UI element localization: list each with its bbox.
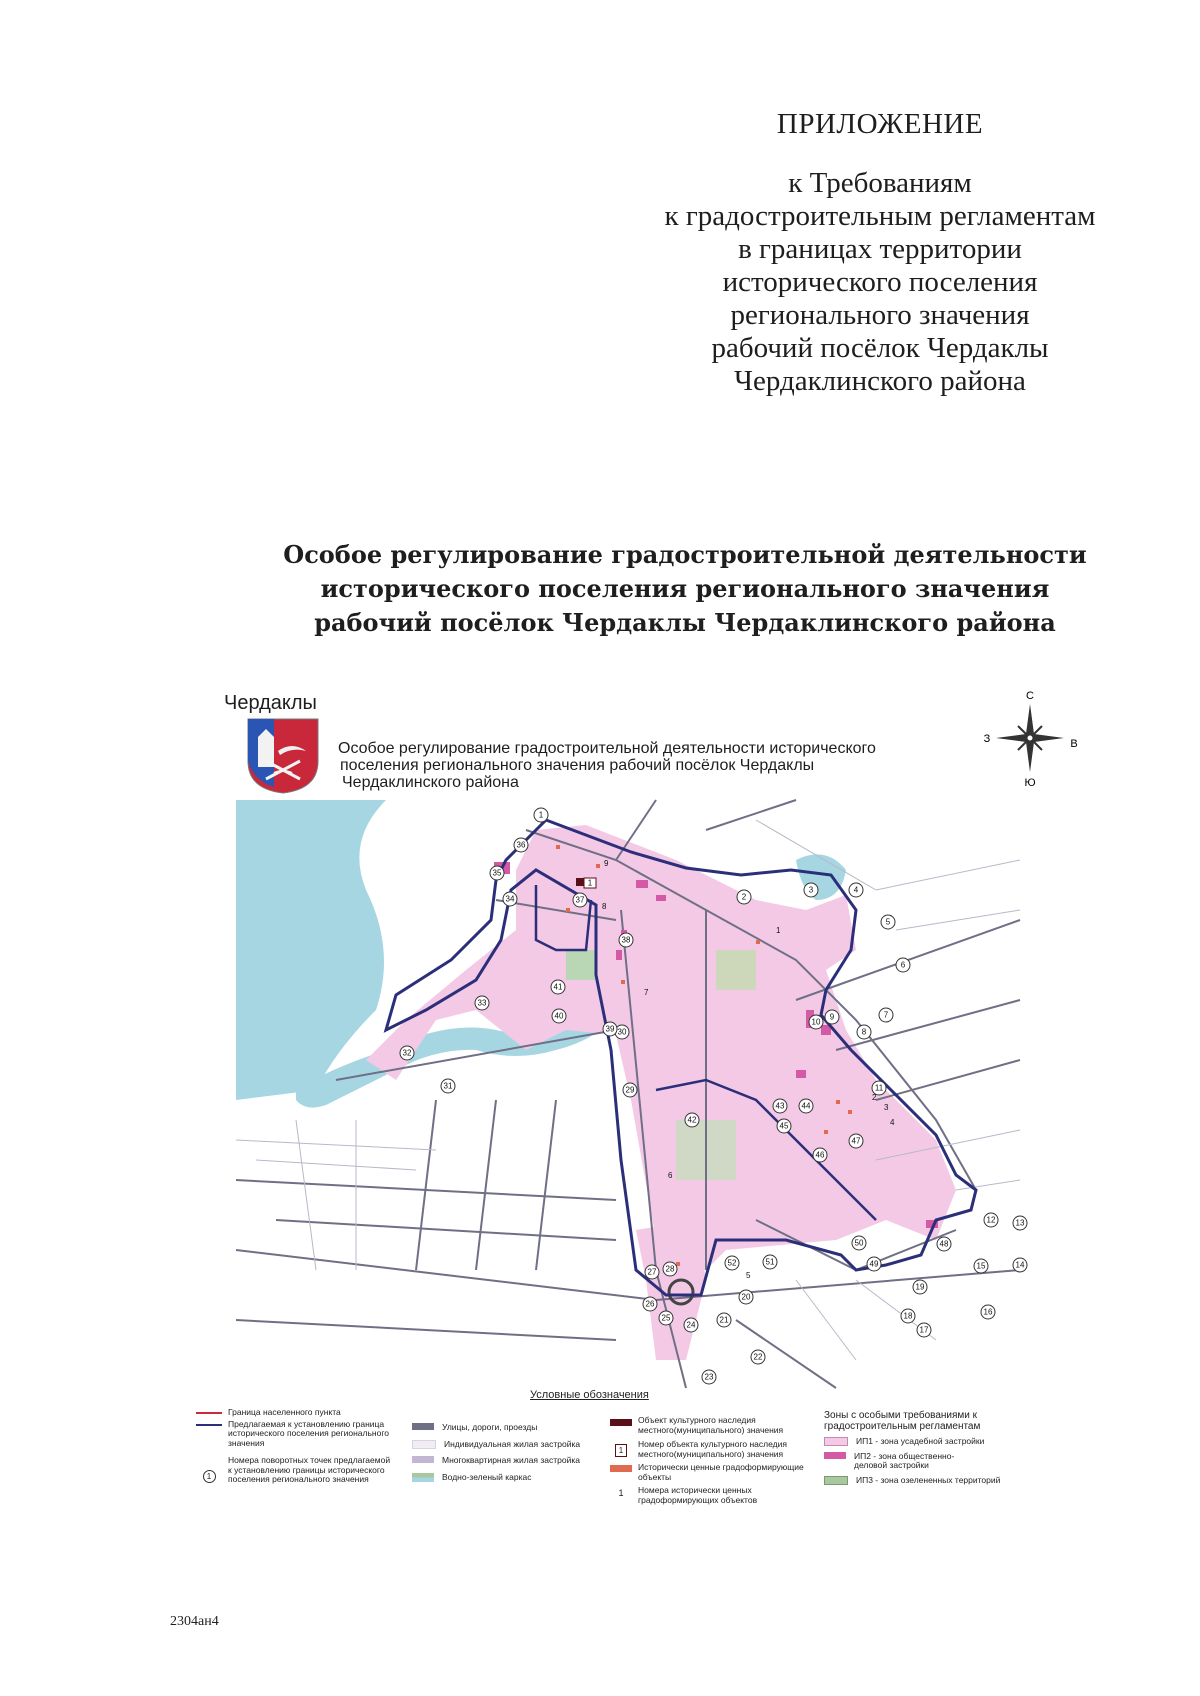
ip2-block bbox=[656, 895, 666, 901]
document-title-line: исторического поселения регионального значения bbox=[320, 574, 1050, 603]
map-subtitle-line: Чердаклинского района bbox=[342, 774, 519, 791]
map-subtitle-line: Особое регулирование градостроительной деятельности исторического bbox=[338, 740, 876, 757]
red-line-swatch bbox=[196, 1412, 222, 1414]
boundary-point-number: 42 bbox=[687, 1115, 697, 1125]
appendix-line: рабочий посёлок Чердаклы bbox=[711, 332, 1049, 364]
compass-rose-icon bbox=[975, 690, 1085, 790]
heritage-object-marker bbox=[576, 878, 584, 886]
legend-item bbox=[610, 1440, 810, 1459]
legend-item bbox=[196, 1456, 396, 1485]
boundary-point-number: 50 bbox=[854, 1238, 864, 1248]
ip2-block bbox=[616, 950, 622, 960]
boundary-point-number: 18 bbox=[903, 1311, 913, 1321]
legend-item bbox=[412, 1440, 602, 1450]
legend-item bbox=[610, 1486, 810, 1505]
legend-col2 bbox=[412, 1423, 602, 1482]
zoning-map bbox=[236, 800, 1025, 1388]
boundary-point-number: 7 bbox=[883, 1010, 889, 1020]
boundary-point-number: 5 bbox=[885, 917, 891, 927]
object-number: 7 bbox=[644, 988, 649, 997]
legend-col3 bbox=[610, 1416, 810, 1505]
ip1-swatch bbox=[824, 1437, 848, 1446]
legend-text: Исторически ценные градоформирующие объекты bbox=[638, 1462, 804, 1482]
boundary-point-number: 1 bbox=[538, 810, 544, 820]
compass-east: В bbox=[1070, 738, 1078, 750]
boundary-point-number: 36 bbox=[516, 840, 526, 850]
appendix-header bbox=[640, 108, 1120, 398]
coat-of-arms-icon bbox=[244, 717, 322, 795]
boundary-point-number: 30 bbox=[617, 1027, 627, 1037]
object-number: 5 bbox=[746, 1271, 751, 1280]
appendix-title: ПРИЛОЖЕНИЕ bbox=[776, 108, 984, 140]
boundary-point-number: 16 bbox=[983, 1307, 993, 1317]
boundary-point-number: 2 bbox=[741, 892, 747, 902]
object-number: 1 bbox=[776, 926, 781, 935]
boundary-point-number: 21 bbox=[719, 1315, 729, 1325]
valuable-swatch bbox=[610, 1465, 632, 1472]
road-swatch bbox=[412, 1423, 434, 1430]
boundary-point-number: 9 bbox=[829, 1012, 835, 1022]
legend-item bbox=[824, 1437, 1044, 1447]
boundary-point-number: 43 bbox=[775, 1101, 785, 1111]
boundary-point-number: 14 bbox=[1015, 1260, 1025, 1270]
boundary-point-number: 51 bbox=[765, 1257, 775, 1267]
box-number-swatch bbox=[610, 1440, 632, 1459]
ip2-block bbox=[796, 1070, 806, 1078]
circle-number-swatch bbox=[196, 1466, 222, 1485]
legend-item bbox=[412, 1423, 602, 1433]
boundary-point-number: 45 bbox=[779, 1121, 789, 1131]
appendix-line: регионального значения bbox=[730, 299, 1030, 331]
boundary-point-number: 29 bbox=[625, 1085, 635, 1095]
document-title-line: рабочий посёлок Чердаклы Чердаклинского района bbox=[314, 608, 1056, 637]
boundary-point-number: 17 bbox=[919, 1325, 929, 1335]
boundary-point-number: 19 bbox=[915, 1282, 925, 1292]
boundary-point-number: 41 bbox=[553, 982, 563, 992]
map-subtitle-line: поселения регионального значения рабочий посёлок Чердаклы bbox=[340, 757, 815, 774]
legend-number: 1 bbox=[615, 1444, 627, 1457]
legend-text: Многоквартирная жилая застройка bbox=[442, 1455, 580, 1465]
object-number: 8 bbox=[602, 902, 607, 911]
compass-north: С bbox=[1026, 690, 1034, 702]
boundary-point-number: 44 bbox=[801, 1101, 811, 1111]
green-area bbox=[566, 950, 596, 980]
legend-item bbox=[412, 1456, 602, 1466]
boundary-point-number: 47 bbox=[851, 1136, 861, 1146]
ip2-swatch bbox=[824, 1452, 846, 1459]
boundary-point-number: 32 bbox=[402, 1048, 412, 1058]
legend-text: ИП2 - зона общественно-деловой застройки bbox=[854, 1450, 955, 1470]
ip2-block bbox=[636, 880, 648, 888]
legend-item bbox=[610, 1463, 810, 1482]
boundary-point-number: 39 bbox=[605, 1024, 615, 1034]
boundary-point-number: 6 bbox=[900, 960, 906, 970]
legend-text: Номера поворотных точек предлагаемой к установлению границы исторического поселения регионального значения bbox=[228, 1455, 391, 1484]
boundary-point-number: 48 bbox=[939, 1239, 949, 1249]
boundary-point-number: 34 bbox=[505, 894, 515, 904]
appendix-line: Чердаклинского района bbox=[734, 365, 1026, 397]
legend-item bbox=[196, 1408, 396, 1418]
legend-text: Улицы, дороги, проезды bbox=[442, 1422, 538, 1432]
object-number: 4 bbox=[890, 1118, 895, 1127]
appendix-line: к градостроительным регламентам bbox=[664, 200, 1096, 232]
boundary-point-number: 33 bbox=[477, 998, 487, 1008]
legend-text: ИП3 - зона озелененных территорий bbox=[856, 1474, 1001, 1485]
legend-title: Условные обозначения bbox=[530, 1389, 649, 1401]
document-title-line: Особое регулирование градостроительной деятельности bbox=[283, 540, 1087, 569]
appendix-line: к Требованиям bbox=[788, 167, 972, 199]
boundary-point-number: 3 bbox=[808, 885, 814, 895]
ip3-swatch bbox=[824, 1476, 848, 1485]
legend-item bbox=[610, 1416, 810, 1435]
green-swatch bbox=[412, 1473, 434, 1482]
boundary-point-number: 13 bbox=[1015, 1218, 1025, 1228]
legend-item bbox=[196, 1420, 396, 1449]
boundary-point-number: 20 bbox=[741, 1292, 751, 1302]
boundary-point-number: 11 bbox=[874, 1083, 884, 1093]
appendix-line: в границах территории bbox=[738, 233, 1022, 265]
legend-number: 1 bbox=[203, 1470, 216, 1483]
legend-text: Предлагаемая к установлению граница исторического поселения регионального значения bbox=[228, 1418, 389, 1448]
legend-text: Водно-зеленый каркас bbox=[442, 1471, 532, 1482]
legend-item bbox=[824, 1452, 1044, 1471]
object-number: 3 bbox=[884, 1103, 889, 1112]
boundary-point-number: 27 bbox=[647, 1267, 657, 1277]
appendix-line: исторического поселения bbox=[722, 266, 1038, 298]
boundary-point-number: 37 bbox=[575, 895, 585, 905]
legend-text: ИП1 - зона усадебной застройки bbox=[856, 1436, 985, 1446]
boundary-point-number: 46 bbox=[815, 1150, 825, 1160]
town-name: Чердаклы bbox=[224, 692, 317, 714]
boundary-point-number: 22 bbox=[753, 1352, 763, 1362]
object-number: 6 bbox=[668, 1171, 673, 1180]
legend-text: Номера исторически ценных градоформирующих объектов bbox=[638, 1485, 758, 1505]
compass-south: Ю bbox=[1024, 777, 1036, 789]
boundary-point-number: 49 bbox=[869, 1259, 879, 1269]
green-area bbox=[716, 950, 756, 990]
document-title bbox=[250, 538, 1120, 640]
compass-west: З bbox=[983, 733, 991, 745]
object-number: 2 bbox=[872, 1093, 877, 1102]
boundary-point-number: 12 bbox=[986, 1215, 996, 1225]
boundary-point-number: 52 bbox=[727, 1258, 737, 1268]
boundary-point-number: 31 bbox=[443, 1081, 453, 1091]
legend-text: Объект культурного наследия местного(муниципального) значения bbox=[638, 1415, 784, 1435]
boundary-point-number: 38 bbox=[621, 935, 631, 945]
legend-item bbox=[412, 1473, 602, 1483]
heritage-number: 1 bbox=[587, 878, 593, 888]
legend-item bbox=[824, 1476, 1044, 1486]
boundary-point-number: 24 bbox=[686, 1320, 696, 1330]
blue-line-swatch bbox=[196, 1424, 222, 1426]
boundary-point-number: 23 bbox=[704, 1372, 714, 1382]
document-code: 2304ан4 bbox=[170, 1614, 219, 1629]
boundary-point-number: 10 bbox=[811, 1017, 821, 1027]
boundary-point-number: 26 bbox=[645, 1299, 655, 1309]
individual-swatch bbox=[412, 1440, 436, 1449]
boundary-point-number: 4 bbox=[853, 885, 859, 895]
boundary-point-number: 28 bbox=[665, 1264, 675, 1274]
map-subtitle bbox=[338, 740, 998, 791]
multi-swatch bbox=[412, 1456, 434, 1463]
boundary-point-number: 15 bbox=[976, 1261, 986, 1271]
legend-text: Индивидуальная жилая застройка bbox=[444, 1438, 581, 1449]
boundary-point-number: 40 bbox=[554, 1011, 564, 1021]
legend-col1 bbox=[196, 1408, 396, 1485]
boundary-point-number: 35 bbox=[492, 868, 502, 878]
legend-text: Номер объекта культурного наследия местного(муниципального) значения bbox=[638, 1439, 787, 1459]
legend-number: 1 bbox=[618, 1488, 624, 1498]
heritage-swatch bbox=[610, 1419, 632, 1426]
boundary-point-number: 25 bbox=[661, 1313, 671, 1323]
legend-zones-title: Зоны с особыми требованиями к градостроительным регламентам bbox=[824, 1410, 981, 1432]
legend-text: Граница населенного пункта bbox=[228, 1407, 341, 1417]
legend-zones bbox=[824, 1410, 1044, 1485]
object-number: 9 bbox=[604, 859, 609, 868]
boundary-point-number: 8 bbox=[861, 1027, 867, 1037]
